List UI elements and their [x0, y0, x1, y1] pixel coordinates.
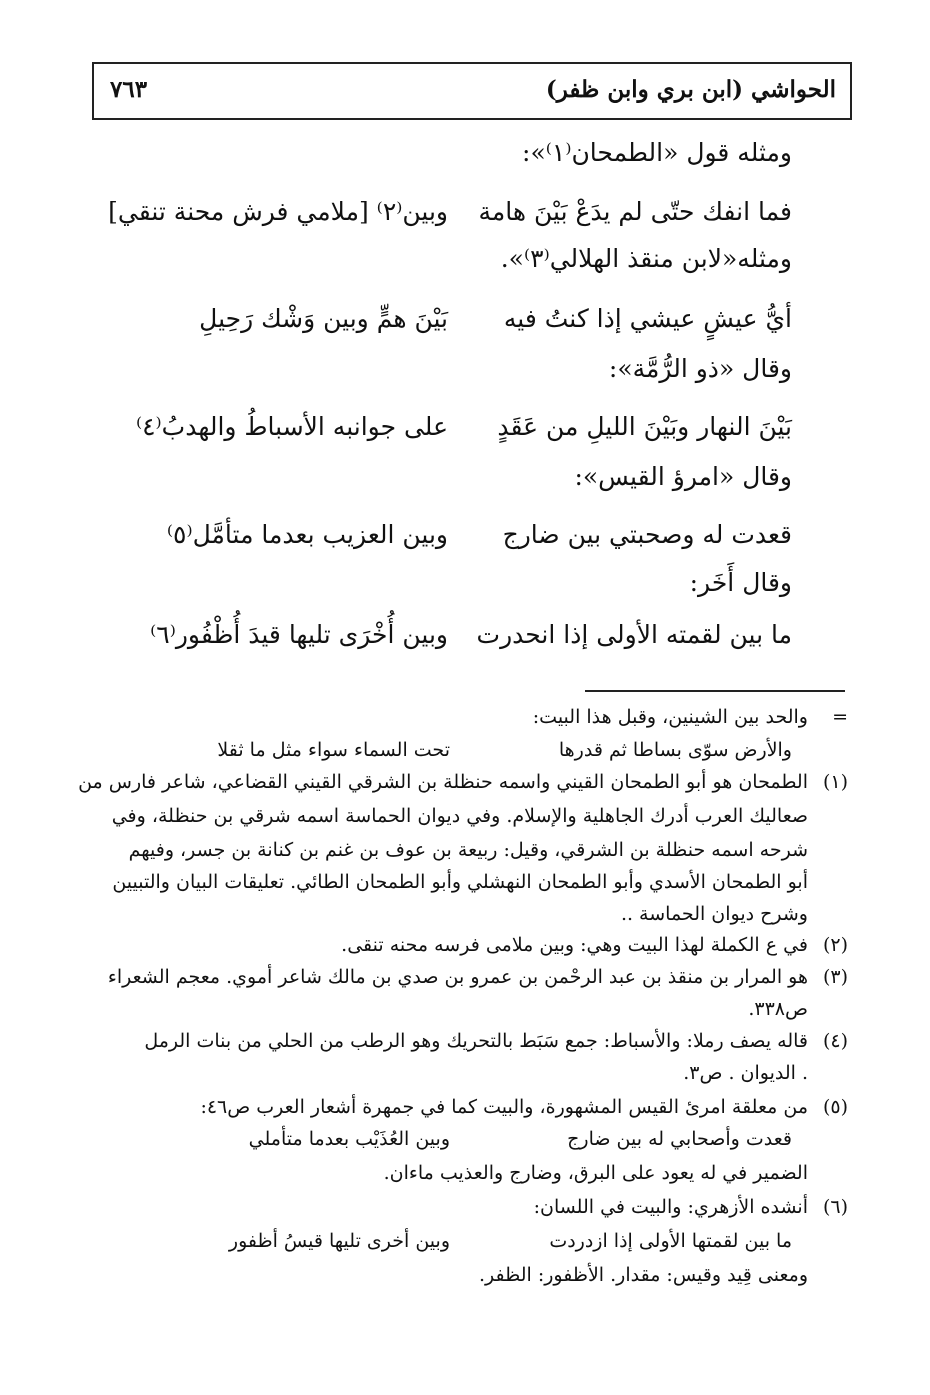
intro-line-2: ومثله«لابن منقذ الهلالي⁽٣⁾». — [500, 244, 792, 273]
footnote-4-line-1: قاله يصف رملا: والأسباط: جمع سَبَط بالتحريك وهو الرطب من الحلي من بنات الرمل — [144, 1030, 808, 1052]
footnote-3-line-1: هو المرار بن منقذ بن عبد الرحْمن بن عمرو بن صدي بن مالك شاعر أموي. معجم الشعراء — [107, 966, 808, 988]
footnote-divider — [585, 690, 845, 692]
footnote-continuation-verse-a: والأرض سوّى بساطا ثم قدرها — [558, 739, 792, 761]
footnote-continuation: والحد بين الشينين، وقبل هذا البيت: — [532, 706, 808, 728]
running-header — [92, 62, 852, 120]
footnote-5-number: (٥) — [822, 1096, 848, 1118]
footnote-1-line-4: أبو الطمحان الأسدي وأبو الطمحان النهشلي وأبو الطمحان الطائي. تعليقات البيان والتبيين — [112, 871, 808, 893]
footnote-5-line-1: من معلقة امرئ القيس المشهورة، والبيت كما في جمهرة أشعار العرب ص٤٦: — [200, 1096, 808, 1118]
verse-2-second-hemistich: بَيْنَ همٍّ وبين وَشْك رَحِيلِ — [199, 304, 448, 333]
running-title: الحواشي (ابن بري وابن ظفر) — [545, 76, 836, 103]
verse-1-first-hemistich: فما انفك حتّى لم يدَعْ بَيْنَ هامة — [478, 197, 792, 226]
verse-4-first-hemistich: قعدت له وصحبتي بين ضارج — [502, 520, 792, 549]
footnote-3-number: (٣) — [822, 966, 848, 988]
intro-line-5: وقال أَخَر: — [689, 568, 792, 597]
intro-line-3: وقال «ذو الرُّمَّة»: — [608, 354, 792, 383]
footnote-1-number: (١) — [822, 771, 848, 793]
verse-4-second-hemistich: وبين العزيب بعدما متأمَّل⁽٥⁾ — [166, 520, 448, 549]
continuation-mark: = — [832, 706, 848, 728]
page-number: ٧٦٣ — [110, 76, 148, 103]
verse-3-second-hemistich: على جوانبه الأسباطُ والهدبُ⁽٤⁾ — [135, 412, 448, 441]
footnote-6-number: (٦) — [822, 1196, 848, 1218]
footnote-5-verse-a: قعدت وأصحابي له بين ضارج — [567, 1128, 792, 1150]
verse-1-second-hemistich: وبين⁽٢⁾ [ملامي فرش محنة تنقي] — [108, 197, 448, 226]
footnote-1-line-5: وشرح ديوان الحماسة .. — [620, 903, 808, 925]
intro-line-4: وقال «امرؤ القيس»: — [574, 462, 792, 491]
footnote-6-verse-a: ما بين لقمتها الأولى إذا ازدردت — [549, 1230, 792, 1252]
verse-5-first-hemistich: ما بين لقمته الأولى إذا انحدرت — [476, 620, 792, 649]
footnote-6-verse-b: وبين أخرى تليها قيسُ أظفور — [228, 1230, 450, 1252]
footnote-1-line-3: شرحه اسمه حنظلة بن الشرقي، وقيل: ربيعة بن عوف بن غنم بن كنانة بن جسر، وفيهم — [128, 839, 808, 861]
footnote-4-line-2: . الديوان . ص٣. — [683, 1062, 808, 1084]
footnote-5-verse-b: وبين العُذَيْب بعدما متأملي — [248, 1128, 450, 1150]
verse-2-first-hemistich: أيُّ عيشٍ عيشي إذا كنتُ فيه — [503, 304, 792, 333]
verse-5-second-hemistich: وبين أُخْرَى تليها قيدَ أُظْفُور⁽٦⁾ — [150, 620, 448, 649]
footnote-4-number: (٤) — [822, 1030, 848, 1052]
footnote-1-line-1: الطمحان هو أبو الطمحان القيني واسمه حنظلة بن الشرقي القيني القضاعي، شاعر فارس من — [78, 771, 808, 793]
footnote-continuation-verse-b: تحت السماء سواء مثل ما ثقلا — [217, 739, 450, 761]
footnote-3-line-2: ص٣٣٨. — [748, 998, 808, 1020]
footnote-6-line-2: ومعنى قِيد وقيس: مقدار. الأظفور: الظفر. — [479, 1264, 808, 1286]
footnote-2-line-1: في ع الكملة لهذا البيت وهي: وبين ملامى فرسه محنه تنقى. — [341, 934, 808, 956]
intro-line-1: ومثله قول «الطمحان⁽١⁾»: — [522, 138, 792, 167]
footnote-6-line-1: أنشده الأزهري: والبيت في اللسان: — [533, 1196, 808, 1218]
footnote-1-line-2: صعاليك العرب أدرك الجاهلية والإسلام. وفي ديوان الحماسة اسمه شرقي بن حنظلة، وفي — [111, 805, 808, 827]
footnote-5-line-2: الضمير في له يعود على البرق، وضارج والعذيب ماءان. — [383, 1162, 808, 1184]
footnote-2-number: (٢) — [822, 934, 848, 956]
verse-3-first-hemistich: بَيْنَ النهار وبَيْنَ الليلِ من عَقَدٍ — [497, 412, 792, 441]
